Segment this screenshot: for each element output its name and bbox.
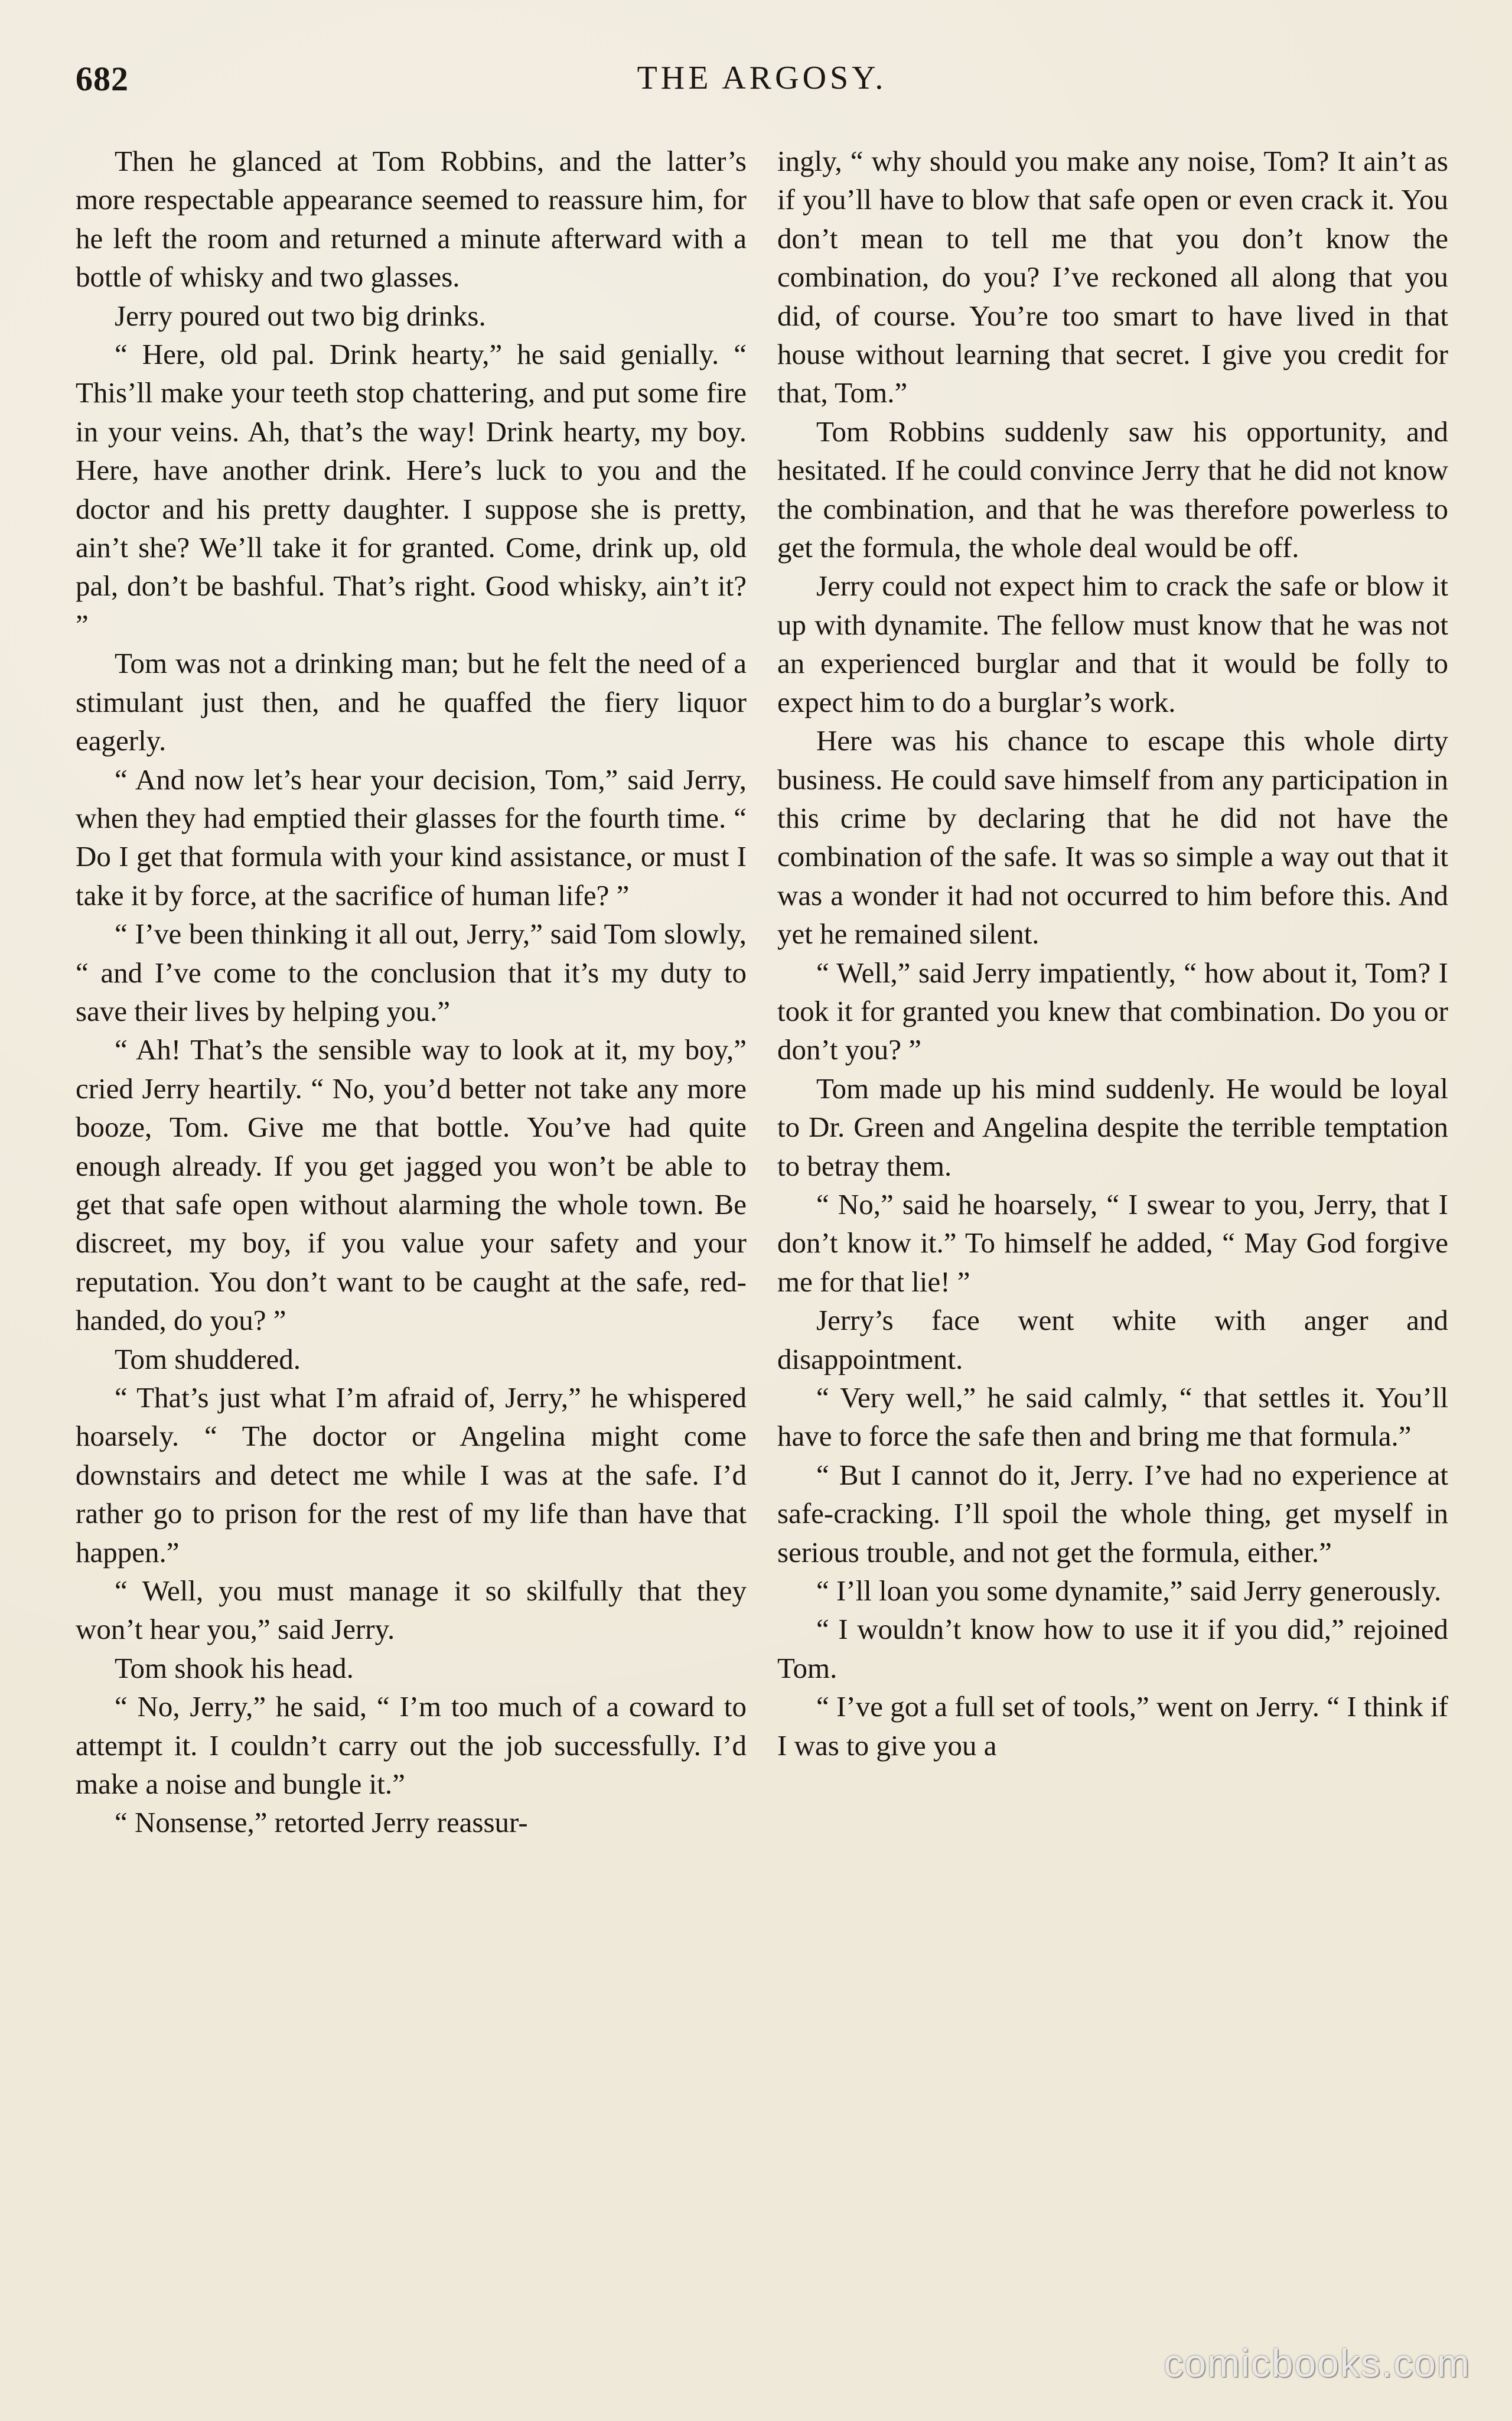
paragraph: “ Very well,” he said calmly, “ that settles it. You’ll have to force the safe then and bring me that formula.”	[777, 1381, 1448, 1453]
paragraph: “ Here, old pal. Drink hearty,” he said genially. “ This’ll make your teeth stop chattering, and put some fire in your veins. Ah, that’s the way! Drink hearty, my boy. Here, have another drink. Here’s luck to you and the doctor and his pretty daughter. I suppose she is pretty, ain’t she? We’ll take it for granted. Come, drink up, old pal, don’t be bashful. That’s right. Good whisky, ain’t it? ”	[76, 338, 747, 641]
page-header	[76, 59, 1448, 112]
paragraph: ingly, “ why should you make any noise, Tom? It ain’t as if you’ll have to blow that safe open or even crack it. You don’t mean to tell me that you don’t know the combination, do you? I’ve reckoned all along that you did, of course. You’re too smart to have lived in that house without learning that secret. I give you credit for that, Tom.”	[777, 145, 1448, 409]
paragraph: “ Nonsense,” retorted Jerry reassur-	[115, 1806, 528, 1839]
paragraph: Tom shook his head.	[115, 1651, 354, 1684]
paragraph: “ I’ve got a full set of tools,” went on Jerry. “ I think if I was to give you a	[777, 1690, 1448, 1762]
left-column	[76, 142, 747, 2328]
paragraph: Tom shuddered.	[115, 1342, 301, 1375]
page-number: 682	[76, 60, 129, 98]
text-columns	[76, 142, 1448, 2328]
paragraph: “ No,” said he hoarsely, “ I swear to you, Jerry, that I don’t know it.” To himself he added, “ May God forgive me for that lie! ”	[777, 1187, 1448, 1298]
paragraph: “ No, Jerry,” he said, “ I’m too much of a coward to attempt it. I couldn’t carry out the job successfully. I’d make a noise and bungle it.”	[76, 1690, 747, 1801]
paragraph: Tom was not a drinking man; but he felt the need of a stimulant just then, and he quaffed the fiery liquor eagerly.	[76, 647, 747, 757]
paragraph: Jerry poured out two big drinks.	[115, 299, 486, 332]
paragraph: “ I wouldn’t know how to use it if you did,” rejoined Tom.	[777, 1613, 1448, 1684]
watermark: comicbooks.com	[1164, 2341, 1471, 2385]
paragraph: “ Ah! That’s the sensible way to look at it, my boy,” cried Jerry heartily. “ No, you’d better not take any more booze, Tom. Give me that bottle. You’ve had quite enough already. If you get jagged you won’t be able to get that safe open without alarming the whole town. Be discreet, my boy, if you value your safety and your reputation. You don’t want to be caught at the safe, red-handed, do you? ”	[76, 1033, 747, 1337]
running-head: THE ARGOSY.	[637, 60, 887, 96]
paragraph: “ Well, you must manage it so skilfully that they won’t hear you,” said Jerry.	[76, 1574, 747, 1646]
paragraph: Jerry’s face went white with anger and disappointment.	[777, 1304, 1448, 1375]
paragraph: Jerry could not expect him to crack the safe or blow it up with dynamite. The fellow must know that he was not an experienced burglar and that it would be folly to expect him to do a burglar’s work.	[777, 570, 1448, 718]
right-column	[777, 142, 1448, 2328]
paragraph: “ I’ve been thinking it all out, Jerry,” said Tom slowly, “ and I’ve come to the conclusion that it’s my duty to save their lives by helping you.”	[76, 917, 747, 1027]
paragraph: Tom made up his mind suddenly. He would be loyal to Dr. Green and Angelina despite the terrible temptation to betray them.	[777, 1072, 1448, 1182]
paragraph: “ But I cannot do it, Jerry. I’ve had no experience at safe-cracking. I’ll spoil the whole thing, get myself in serious trouble, and not get the formula, either.”	[777, 1458, 1448, 1569]
paragraph: “ Well,” said Jerry impatiently, “ how about it, Tom? I took it for granted you knew that combination. Do you or don’t you? ”	[777, 956, 1448, 1066]
paragraph: “ And now let’s hear your decision, Tom,” said Jerry, when they had emptied their glasses for the fourth time. “ Do I get that formula with your kind assistance, or must I take it by force, at the sacrifice of human life? ”	[76, 763, 747, 912]
paragraph: Here was his chance to escape this whole dirty business. He could save himself from any participation in this crime by declaring that he did not have the combination of the safe. It was so simple a way out that it was a wonder it had not occurred to him before this. And yet he remained silent.	[777, 724, 1448, 951]
paragraph: Then he glanced at Tom Robbins, and the latter’s more respectable appearance seemed to reassure him, for he left the room and returned a minute afterward with a bottle of whisky and two glasses.	[76, 145, 747, 294]
paragraph: “ I’ll loan you some dynamite,” said Jerry generously.	[816, 1574, 1442, 1608]
paragraph: “ That’s just what I’m afraid of, Jerry,” he whispered hoarsely. “ The doctor or Angelina might come downstairs and detect me while I was at the safe. I’d rather go to prison for the rest of my life than have that happen.”	[76, 1381, 747, 1569]
paragraph: Tom Robbins suddenly saw his opportunity, and hesitated. If he could convince Jerry that he did not know the combination, and that he was therefore powerless to get the formula, the whole deal would be off.	[777, 415, 1448, 564]
